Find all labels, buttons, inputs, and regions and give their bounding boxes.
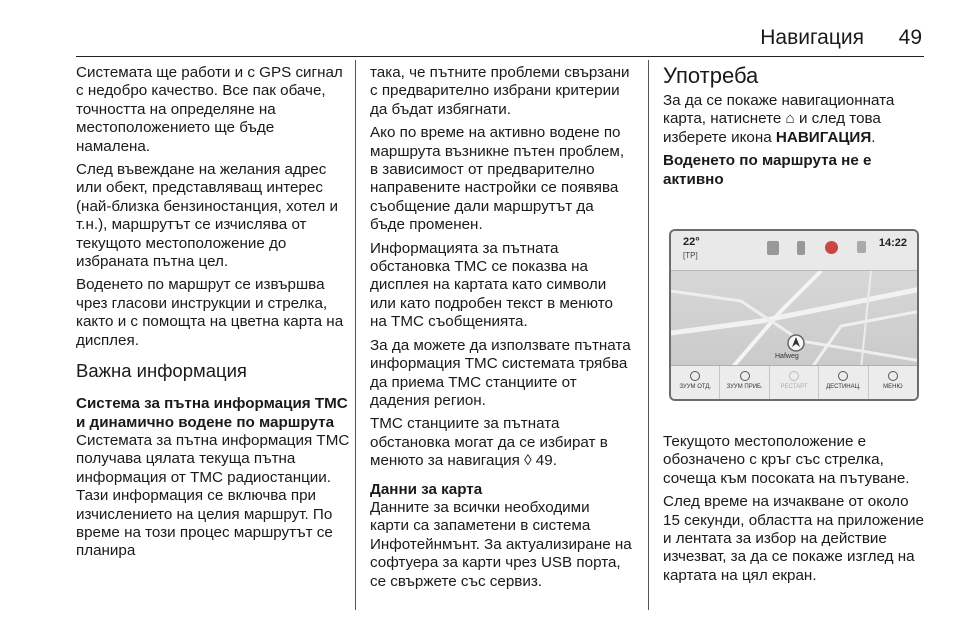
restart-button[interactable] [770,366,819,399]
map-view [671,271,917,369]
paragraph: Воденето по маршрут се извършва чрез гласови инструкции и стрелка, както и с помощта на цветна карта на дисплея. [76,276,344,349]
street-name-label: Hafweg [775,353,799,361]
paragraph: TMC станциите за пътната обстановка могат да се избират в менюто за навигация ◊ 49. [370,415,608,470]
button-label: МЕНЮ [883,384,903,391]
page-header [76,26,922,56]
subsection-heading: Система за пътна информация TMC и динамично водене по маршрута [76,395,348,431]
page-number: 49 [898,26,922,49]
paragraph: След време на изчакване от около 15 секунди, областта на приложение и лентата за избор на действие изчезват, за да се покаже изглед на картата на цял екран. [663,493,924,584]
audio-icon [767,241,779,255]
header-rule [76,56,924,57]
subsection-heading: Воденето по маршрута не е активно [663,152,872,188]
screen-top-bar [671,231,917,271]
zoom-in-button[interactable] [720,366,769,399]
subsection-heading: Данни за карта [370,480,483,498]
button-label: ДЕСТИНАЦ. [826,384,861,391]
nav-status-icon [825,241,838,254]
zoom-in-icon [740,371,750,381]
paragraph: След въвеждане на желания адрес или обект, представляващ интерес (най-близка бензиностанция, хотел и т.н.), маршрутът се изчислява от текущото местоположение до избраната пътна цел. [76,161,338,271]
zoom-out-button[interactable] [671,366,720,399]
paragraph: Ако по време на активно водене по маршрута възникне пътен проблем, в зависимост от предварително направените настройки се появява съобщение дали маршрутът да бъде променен. [370,124,625,234]
paragraph: Информацията за пътната обстановка TMC се показва на дисплея на картата като символи или като подробен текст в менюто на TMC съобщенията. [370,239,613,331]
column-divider [355,60,356,610]
paragraph: така, че пътните проблеми свързани с предварително избрани критерии да бъдат избягнати. [370,64,630,118]
column-divider [648,60,649,610]
temperature-readout: 22° [683,236,700,249]
zoom-out-icon [690,371,700,381]
infotainment-screen [669,229,919,401]
button-label: РЕСТАРТ [780,384,808,391]
paragraph: За да можете да използвате пътната информация TMC системата трябва да приема TMC станциите от дадения регион. [370,336,631,409]
text-run: и след това изберете икона [663,110,881,146]
navigation-screen-figure [663,213,925,415]
main-heading: Употреба [663,63,759,88]
home-icon: ⌂ [785,110,795,128]
paragraph: Системата ще работи и с GPS сигнал с недобро качество. Все пак обаче, точността на определяне на местоположението ще бъде намалена. [76,64,343,155]
section-heading: Важна информация [76,360,247,382]
clock: 14:22 [878,237,907,250]
action-selector-bar [671,365,917,399]
button-label: ЗУУМ ПРИБ. [726,384,763,391]
button-label: ЗУУМ ОТД. [679,384,712,391]
destination-button[interactable] [819,366,868,399]
column-3 [663,64,925,590]
nav-icon-name: НАВИГАЦИЯ [775,128,872,146]
paragraph: Данните за всички необходими карти са запаметени в система Инфотейнмънт. За актуализиране на софтуера за карти чрез USB порта, се свържете със сервиз. [370,498,632,590]
header-title: Навигация [760,26,864,49]
column-1 [76,64,351,566]
tp-indicator: [TP] [683,251,698,261]
phone-icon [797,241,805,255]
text-run: За да се покаже навигационната карта, натиснете [663,92,895,128]
paragraph [663,92,925,147]
paragraph: Текущото местоположение е обозначено с кръг със стрелка, сочеща към посоката на пътуване. [663,433,910,487]
paragraph: Системата за пътна информация TMC получава цялата текуща пътна информация от TMC радиостанции. Тази информация се включва при изчислението на целия маршрут. По време на този процес маршрутът се планира [76,431,350,560]
settings-icon [857,241,866,253]
restart-icon [789,371,799,381]
menu-button[interactable] [869,366,917,399]
text-run: . [871,128,876,146]
column-2 [370,64,632,596]
destination-icon [838,371,848,381]
menu-icon [888,371,898,381]
